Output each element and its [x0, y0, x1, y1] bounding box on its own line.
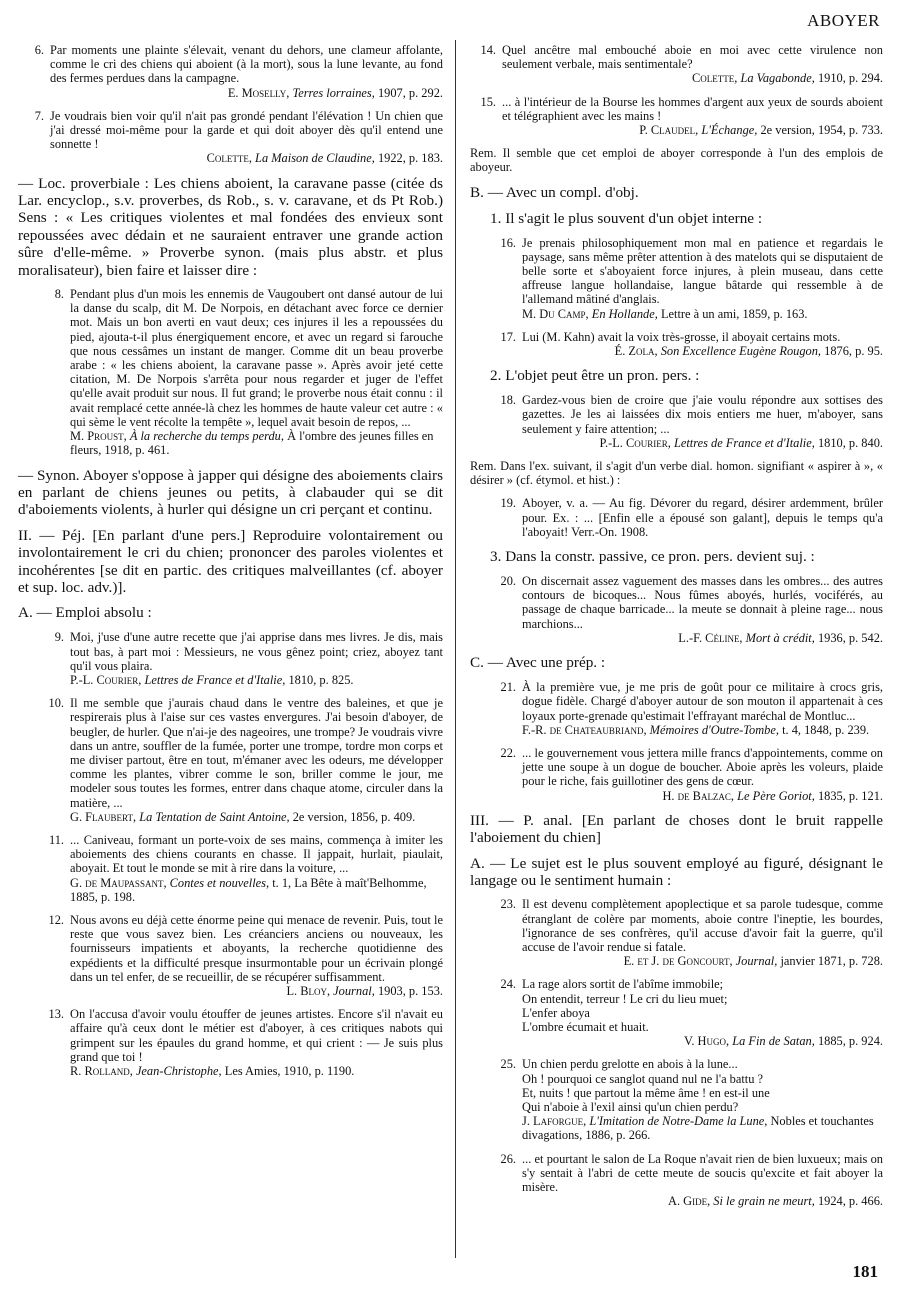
- running-head: ABOYER: [807, 11, 880, 30]
- quotation-text: ... et pourtant le salon de La Roque n'avait rien de bien luxueux; mais on s'y sentait à l'abri de cette meute de soucis qu'excite et fait aboyer la misère.: [522, 1151, 883, 1194]
- quotation-7: [18, 109, 443, 166]
- quotation-23: [470, 897, 883, 968]
- quotation-number: 17.: [500, 329, 516, 344]
- verse-line: L'ombre écumait et huait.: [522, 1019, 649, 1034]
- quotation-15: [470, 95, 883, 138]
- quotation-number: 11.: [48, 832, 64, 847]
- quotation-number: 16.: [500, 235, 516, 250]
- quotation-21: [470, 680, 883, 737]
- quotation-8: [18, 287, 443, 457]
- quotation-text: On discernait assez vaguement des masses dans les ombres... des autres contours de bicoques... Nous fûmes aboyés, hurlés, vociférés, au passage de chaque barricade... la meute se donnait à pleine rage... nous marchions...: [522, 574, 883, 631]
- quotation-number: 26.: [500, 1151, 516, 1166]
- quotation-14: [470, 43, 883, 86]
- quotation-source: P.-L. Courier, Lettres de France et d'Italie, 1810, p. 825.: [70, 672, 354, 687]
- quotation-text: Je prenais philosophiquement mon mal en patience et regardais le paysage, sans même prêter attention à des matelots qui se disputaient de belle sorte et s'aboyaient force injures, à plein museau, dans cette affreuse langue hollandaise, langue bâtarde qui ressemble à de l'allemand mâtiné d'anglais.: [522, 235, 883, 307]
- quotation-12: [18, 913, 443, 998]
- quotation-source: H. de Balzac, Le Père Goriot, 1835, p. 121.: [662, 788, 883, 803]
- quotation-number: 20.: [500, 574, 516, 589]
- verse-line: Oh ! pourquoi ce sanglot quand nul ne l'a battu ?: [522, 1071, 764, 1086]
- quotation-9: [18, 630, 443, 687]
- quotation-26: [470, 1152, 883, 1209]
- sense-III-definition: III. — P. anal. [En parlant de choses dont le bruit rappelle l'aboiement du chien]: [470, 811, 883, 847]
- quotation-source: Verr.-On. 1908.: [571, 524, 649, 539]
- quotation-source: P. Claudel, L'Échange, 2e version, 1954, p. 733.: [639, 123, 883, 138]
- quotation-text: À la première vue, je me pris de goût pour ce militaire à crocs gris, dogue fidèle. Chargé d'aboyer autour de son mouton il appartenait à ces loyaux porte-grenade qu'estimait l'effrayant maréchal de Montluc...: [522, 680, 883, 723]
- verse-line: Et, nuits ! que partout la même âme ! en est-il une: [522, 1085, 770, 1100]
- quotation-number: 22.: [500, 745, 516, 760]
- quotation-text: Quel ancêtre mal embouché aboie en moi avec cette virulence non seulement verbale, mais sentimentale?: [502, 43, 883, 72]
- column-divider: [455, 40, 456, 1258]
- section-C-heading: C. — Avec une prép. :: [470, 654, 606, 672]
- quotation-source: J. Laforgue, L'Imitation de Notre-Dame la Lune, Nobles et touchantes divagations, 1886, p. 266.: [522, 1114, 874, 1143]
- quotation-16: [470, 236, 883, 321]
- subsection-B1-heading: 1. Il s'agit le plus souvent d'un objet interne :: [490, 209, 763, 227]
- quotation-18: [470, 393, 883, 450]
- quotation-number: 6.: [34, 43, 44, 57]
- quotation-number: 15.: [480, 94, 496, 109]
- subsection-B3-heading: 3. Dans la constr. passive, ce pron. pers. devient suj. :: [490, 548, 815, 566]
- quotation-text: ... le gouvernement vous jettera mille francs d'appointements, comme on jette une soupe à un dogue de boucher. Aboie après les voleurs, plaide pour le riche, fais guillotiner des gens de cœur.: [522, 745, 883, 789]
- quotation-text: Aboyer, v. a. — Au fig. Dévorer du regard, désirer ardemment, brûler pour. Ex. : ... [Enfin elle a épousé son galant], depuis le temps qu'a l'aboyait!: [522, 496, 883, 539]
- quotation-source: E. et J. de Goncourt, Journal, janvier 1871, p. 728.: [623, 954, 883, 969]
- quotation-source: P.-L. Courier, Lettres de France et d'Italie, 1810, p. 840.: [599, 435, 883, 450]
- quotation-number: 13.: [48, 1007, 64, 1022]
- quotation-22: [470, 746, 883, 803]
- remark: Rem. Dans l'ex. suivant, il s'agit d'un verbe dial. homon. signifiant « aspirer à », « désirer » (cf. étymol. et hist.) :: [470, 459, 883, 488]
- quotation-source: F.-R. de Chateaubriand, Mémoires d'Outre-Tombe, t. 4, 1848, p. 239.: [522, 722, 870, 737]
- quotation-number: 24.: [500, 977, 516, 992]
- quotation-11: [18, 833, 443, 904]
- sense-II-definition: II. — Péj. [En parlant d'une pers.] Reproduire volontairement ou involontairement le cri du chien; prononcer des paroles violentes et incohérentes [se dit en partic. des critiques malveillantes (cf. aboyer et sup. loc. adv.)].: [18, 526, 443, 596]
- verse-line: Un chien perdu grelotte en abois à la lune...: [522, 1057, 738, 1072]
- quotation-source: E. Moselly, Terres lorraines, 1907, p. 292.: [227, 85, 443, 100]
- quotation-source: L. Bloy, Journal, 1903, p. 153.: [286, 984, 443, 999]
- quotation-text: On l'accusa d'avoir voulu étouffer de jeunes artistes. Encore s'il n'avait eu affaire qu'à ceux dont le métier est d'aboyer, à ces critiques nabots qui grimpent sur les épaules du grand homme, et qui crient : — Je suis plus grand que toi !: [70, 1007, 443, 1064]
- quotation-source: Colette, La Maison de Claudine, 1922, p. 183.: [206, 151, 443, 166]
- quotation-number: 21.: [500, 680, 516, 695]
- quotation-number: 18.: [500, 393, 516, 408]
- left-column: [18, 43, 443, 1087]
- verse-line: Qui n'aboie à l'exil ainsi qu'un chien perdu?: [522, 1099, 739, 1114]
- quotation-text: Il est devenu complètement apoplectique et sa parole tudesque, comme étranglant de colère par moments, aboie contre l'ineptie, les bourdes, l'ignorance de ses confrères, qu'il accuse d'avoir fait la guerre, qu'il accuse de l'avoir rendue si fatale.: [522, 897, 883, 954]
- quotation-number: 19.: [500, 496, 516, 511]
- page-number: 181: [852, 1262, 878, 1281]
- section-A-heading: A. — Emploi absolu :: [18, 604, 152, 622]
- quotation-20: [470, 574, 883, 645]
- quotation-13: [18, 1007, 443, 1078]
- verse-line: La rage alors sortit de l'abîme immobile;: [522, 977, 724, 992]
- quotation-source: Colette, La Vagabonde, 1910, p. 294.: [692, 71, 883, 86]
- quotation-source: L.-F. Céline, Mort à crédit, 1936, p. 542.: [678, 630, 883, 645]
- quotation-number: 23.: [500, 897, 516, 912]
- quotation-text: Gardez-vous bien de croire que j'aie voulu répondre aux sottises des gazettes. Je les ai laissées dix mois entiers me huer, m'aboyer, sans seulement y faire attention; ...: [522, 393, 883, 436]
- quotation-19: [470, 496, 883, 539]
- quotation-text: Pendant plus d'un mois les ennemis de Vaugoubert ont dansé autour de lui la danse du scalp, dit M. De Norpois, en détachant avec force ce dernier mot. Mais un bon averti en vaut deux; ces injures il les a repoussées du pied, ajouta-t-il plus énergiquement encore, et avec un regard si farouche que nous cessâmes un instant de manger. Comme dit un beau proverbe arabe : « les chiens aboient, la caravane passe ». Après avoir jeté cette citation, M. De Norpois s'arrêta pour nous regarder et juger de l'effet qu'elle avait produit sur nous. Il fut grand; le proverbe nous était connu : il avait remplacé cette année-là chez les hommes de haute valeur cet autre : « qui sème le vent récolte la tempête », lequel avait besoin de repos, ...: [70, 287, 443, 429]
- quotation-text: Nous avons eu déjà cette énorme peine qui menace de revenir. Puis, tout le reste que vous savez bien. Les créanciers anciens ou nouveaux, les fournisseurs impatients et aboyants, la recherche quotidienne des expédients et la difficulté presque insurmontable pour un écrivain plongé dans un tel enfer, de se recueillir, de se récupérer suffisamment.: [70, 913, 443, 984]
- quotation-text: Lui (M. Kahn) avait la voix très-grosse, il aboyait certains mots.: [522, 329, 841, 344]
- section-B-heading: B. — Avec un compl. d'obj.: [470, 183, 639, 201]
- quotation-source: V. Hugo, La Fin de Satan, 1885, p. 924.: [684, 1034, 883, 1049]
- quotation-text: ... Caniveau, formant un porte-voix de ses mains, commença à imiter les aboiements des chiens courants en chasse. Il jappait, hurlait, piaulait, aboyait. Et tout le monde se mit à rire dans la voiture, ...: [70, 832, 443, 876]
- quotation-number: 10.: [48, 696, 64, 711]
- quotation-source: É. Zola, Son Excellence Eugène Rougon, 1876, p. 95.: [614, 344, 883, 359]
- verse-line: L'enfer aboya: [522, 1005, 590, 1020]
- quotation-source: G. Flaubert, La Tentation de Saint Antoine, 2e version, 1856, p. 409.: [70, 809, 416, 824]
- quotation-number: 12.: [48, 913, 64, 927]
- subsection-B2-heading: 2. L'objet peut être un pron. pers. :: [490, 367, 700, 385]
- quotation-17: [470, 330, 883, 358]
- quotation-10: [18, 696, 443, 824]
- quotation-text: Moi, j'use d'une autre recette que j'ai apprise dans mes livres. Je dis, mais tout bas, à part moi : Messieurs, ne vous gênez point; criez, aboyez tant qu'il vous plaira.: [70, 630, 443, 673]
- quotation-source: M. Proust, À la recherche du temps perdu, À l'ombre des jeunes filles en fleurs, 1918, p. 461.: [70, 429, 434, 458]
- right-column: [470, 43, 883, 1217]
- quotation-number: 25.: [500, 1057, 516, 1072]
- quotation-24: [470, 977, 883, 1048]
- quotation-number: 8.: [54, 287, 64, 302]
- quotation-text: ... à l'intérieur de la Bourse les hommes d'argent aux yeux de sourds aboient et télégraphient avec les mains !: [502, 94, 883, 123]
- quotation-source: M. Du Camp, En Hollande, Lettre à un ami, 1859, p. 163.: [522, 306, 808, 321]
- quotation-text: Il me semble que j'aurais chaud dans le ventre des baleines, et que je respirerais plus à l'aise sur ces vastes envergures. J'ai besoin d'aboyer, de beugler, de hurler. Que n'ai-je des nageoires, une trompe? Je voudrais vivre dans un antre, souffler de la fumée, porter une trompe, tordre mon corps et me diviser partout, être en tout, m'émaner avec les odeurs, me développer comme les plantes, vibrer comme le son, briller comme le jour, me modeler sous toutes les formes, entrer dans chaque atome, circuler dans la matière, ...: [70, 696, 443, 810]
- synonym-note: — Synon. Aboyer s'oppose à japper qui désigne des aboiements clairs en parlant de chiens jeunes ou petits, à clabauder qui se dit d'aboiements violents, à hurler qui désigne un cri perçant et continu.: [18, 466, 443, 519]
- quotation-text: Par moments une plainte s'élevait, venant du dehors, une clameur affolante, comme le cri des chiens qui aboient (à la mort), sous la lune levante, au fond des fermes perdues dans la campagne.: [50, 43, 443, 86]
- verse-line: On entendit, terreur ! Le cri du lieu muet;: [522, 991, 728, 1006]
- quotation-25: [470, 1057, 883, 1142]
- quotation-source: A. Gide, Si le grain ne meurt, 1924, p. 466.: [668, 1194, 883, 1209]
- quotation-number: 9.: [54, 630, 64, 645]
- quotation-source: G. de Maupassant, Contes et nouvelles, t. 1, La Bête à maît'Belhomme, 1885, p. 198.: [70, 875, 427, 904]
- remark: Rem. Il semble que cet emploi de aboyer corresponde à l'un des emplois de aboyeur.: [470, 146, 883, 175]
- quotation-text: Je voudrais bien voir qu'il n'ait pas grondé pendant l'élévation ! Un chien que j'ai dressé moi-même pour la garde et qui doit aboyer dès qu'il entend une sonnette !: [50, 108, 443, 152]
- quotation-source: R. Rolland, Jean-Christophe, Les Amies, 1910, p. 1190.: [70, 1064, 355, 1079]
- quotation-number: 14.: [480, 43, 496, 57]
- quotation-6: [18, 43, 443, 100]
- section-IIIA-definition: A. — Le sujet est le plus souvent employé au figuré, désignant le langage ou le sentiment humain :: [470, 854, 883, 889]
- quotation-number: 7.: [34, 108, 44, 123]
- proverbial-locution: — Loc. proverbiale : Les chiens aboient, la caravane passe (citée ds Lar. encyclop., s.v. proverbes, ds Rob., s. v. caravane, et ds Pt Rob.) Sens : « Les critiques violentes et mal fondées des envieux sont repoussées avec dédain et ne sauraient entraver une grande action sûre d'elle-même. » Proverbe synon. (mais plus abstr. et plus moralisateur), bien faire et laisser dire :: [18, 174, 443, 279]
